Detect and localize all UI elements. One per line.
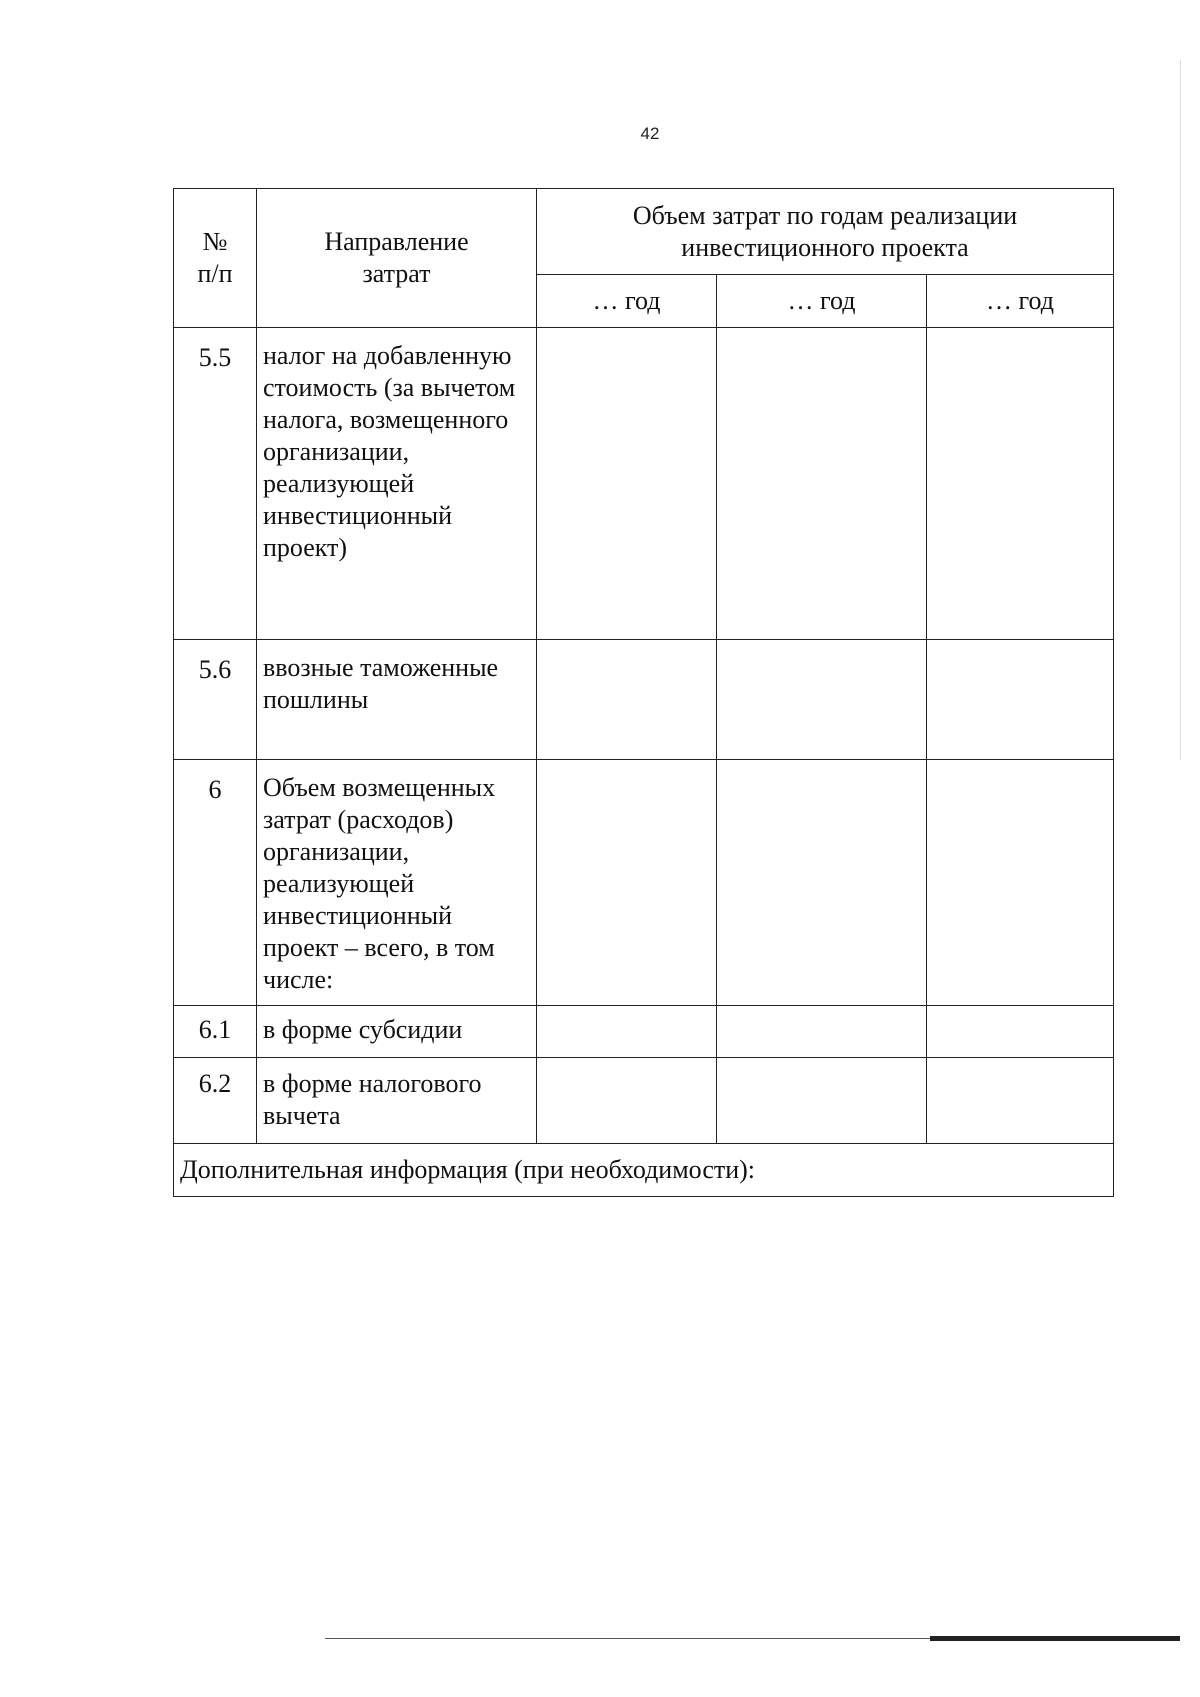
row-value-cell — [717, 640, 927, 760]
row-value-cell — [717, 1058, 927, 1144]
row-value-cell — [537, 760, 717, 1006]
header-year-3: … год — [927, 275, 1114, 328]
row-description: налог на добавленную стоимость (за вычетом налога, возмещенного организации, реализующей инвестиционный проект) — [257, 328, 537, 640]
row-number: 5.6 — [174, 640, 257, 760]
row-description: ввозные таможенные пошлины — [257, 640, 537, 760]
row-value-cell — [717, 328, 927, 640]
row-value-cell — [927, 328, 1114, 640]
row-description: в форме налогового вычета — [257, 1058, 537, 1144]
row-value-cell — [927, 640, 1114, 760]
row-description: Объем возмещенных затрат (расходов) организации, реализующей инвестиционный проект – всего, в том числе: — [257, 760, 537, 1006]
row-description: в форме субсидии — [257, 1006, 537, 1058]
table-row — [174, 1006, 1114, 1058]
row-number: 6 — [174, 760, 257, 1006]
row-value-cell — [927, 760, 1114, 1006]
header-direction: Направление затрат — [257, 189, 537, 328]
table-row — [174, 1058, 1114, 1144]
header-volume: Объем затрат по годам реализации инвестиционного проекта — [537, 189, 1114, 275]
additional-info: Дополнительная информация (при необходимости): — [174, 1144, 1114, 1197]
table-row — [174, 760, 1114, 1006]
header-year-1: … год — [537, 275, 717, 328]
page-number: 42 — [640, 124, 660, 143]
row-value-cell — [717, 760, 927, 1006]
table-header-row — [174, 189, 1114, 275]
row-value-cell — [927, 1058, 1114, 1144]
row-value-cell — [537, 1058, 717, 1144]
row-value-cell — [717, 1006, 927, 1058]
bottom-rule-thick — [930, 1636, 1180, 1641]
table-row — [174, 328, 1114, 640]
row-value-cell — [537, 1006, 717, 1058]
row-number: 6.2 — [174, 1058, 257, 1144]
row-value-cell — [537, 328, 717, 640]
table-row — [174, 640, 1114, 760]
row-value-cell — [927, 1006, 1114, 1058]
row-number: 5.5 — [174, 328, 257, 640]
header-year-2: … год — [717, 275, 927, 328]
table-footer-row — [174, 1144, 1114, 1197]
row-value-cell — [537, 640, 717, 760]
investment-cost-table — [173, 188, 1114, 1197]
header-number: № п/п — [174, 189, 257, 328]
scan-edge-line — [1180, 60, 1181, 760]
row-number: 6.1 — [174, 1006, 257, 1058]
